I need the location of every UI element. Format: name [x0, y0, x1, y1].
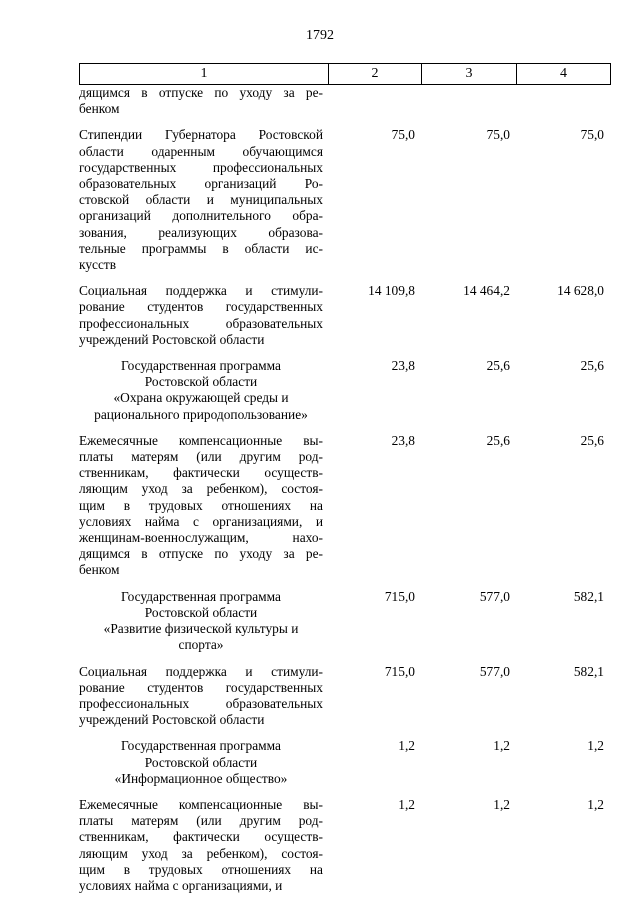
description-line: учреждений Ростовской области [79, 712, 265, 728]
table-row [79, 127, 611, 273]
header-col-3: 3 [422, 64, 517, 84]
description-line: тельные программы в области ис- [79, 240, 323, 256]
description-line: государственных профессиональных [79, 159, 323, 175]
value-col-4: 75,0 [580, 127, 604, 143]
value-col-4: 1,2 [587, 796, 604, 812]
value-col-3: 1,2 [493, 796, 510, 812]
value-col-2: 23,8 [391, 432, 415, 448]
description-line: стовской области и муниципальных [79, 192, 323, 208]
table-row [79, 283, 611, 348]
description-line: «Охрана окружающей среды и [113, 390, 289, 406]
value-col-2: 715,0 [384, 663, 415, 679]
table-row [79, 85, 611, 117]
value-col-2: 1,2 [398, 796, 415, 812]
description-line: Ростовской области [144, 754, 258, 770]
description-line: платы матерям (или другим род- [79, 449, 323, 465]
header-col-4: 4 [560, 66, 567, 81]
description-line: ляющим уход за ребенком), состоя- [79, 481, 323, 497]
value-col-4: 14 628,0 [557, 283, 604, 299]
value-col-4: 25,6 [580, 358, 604, 374]
description-line: Государственная программа [121, 358, 281, 374]
table-row [79, 433, 611, 579]
description-line: рование студентов государственных [79, 299, 323, 315]
description-line: Социальная поддержка и стимули- [79, 663, 323, 679]
value-col-3: 25,6 [486, 432, 510, 448]
description-line: щим в трудовых отношениях на [79, 497, 323, 513]
row-description [79, 589, 323, 654]
description-line: Ежемесячные компенсационные вы- [79, 432, 323, 448]
description-line: Ростовской области [144, 374, 258, 390]
description-line: учреждений Ростовской области [79, 331, 265, 347]
description-line: образовательных организаций Ро- [79, 176, 323, 192]
page-number: 1792 [306, 28, 334, 43]
description-line: условиях найма с организациями, и [79, 513, 323, 529]
value-col-3: 75,0 [486, 127, 510, 143]
description-line: ляющим уход за ребенком), состоя- [79, 845, 323, 861]
description-line: Социальная поддержка и стимули- [79, 283, 323, 299]
value-col-4: 582,1 [573, 588, 604, 604]
description-line: Государственная программа [121, 738, 281, 754]
value-col-3: 577,0 [479, 663, 510, 679]
description-line: Ростовской области [144, 604, 258, 620]
value-col-4: 25,6 [580, 432, 604, 448]
description-line: платы матерям (или другим род- [79, 813, 323, 829]
description-line: кусств [79, 257, 117, 273]
description-line: организаций дополнительного обра- [79, 208, 323, 224]
row-description [79, 358, 323, 423]
table-row [79, 358, 611, 423]
description-line: бенком [79, 101, 120, 117]
description-line: ственникам, фактически осуществ- [79, 829, 323, 845]
description-line: ственникам, фактически осуществ- [79, 465, 323, 481]
description-line: женщинам-военнослужащим, нахо- [79, 530, 323, 546]
table-body [79, 85, 611, 904]
value-col-4: 582,1 [573, 663, 604, 679]
value-col-2: 23,8 [391, 358, 415, 374]
row-description [79, 127, 323, 273]
description-line: рование студентов государственных [79, 679, 323, 695]
row-description [79, 797, 323, 894]
description-line: спорта» [178, 637, 224, 653]
row-description [79, 283, 323, 348]
table-row [79, 664, 611, 729]
value-col-2: 14 109,8 [368, 283, 415, 299]
value-col-3: 577,0 [479, 588, 510, 604]
table-header [79, 63, 611, 85]
value-col-4: 1,2 [587, 738, 604, 754]
description-line: дящимся в отпуске по уходу за ре- [79, 85, 323, 100]
description-line: условиях найма с организациями, и [79, 877, 283, 893]
row-description [79, 664, 323, 729]
value-col-3 [418, 85, 513, 117]
description-line: щим в трудовых отношениях на [79, 861, 323, 877]
table-row [79, 797, 611, 894]
description-line: профессиональных образовательных [79, 695, 323, 711]
value-col-3: 14 464,2 [463, 283, 510, 299]
table-row [79, 589, 611, 654]
description-line: «Информационное общество» [114, 770, 288, 786]
value-col-2: 715,0 [384, 588, 415, 604]
description-line: профессиональных образовательных [79, 315, 323, 331]
description-line: дящимся в отпуске по уходу за ре- [79, 546, 323, 562]
value-col-2: 75,0 [391, 127, 415, 143]
description-line: области одаренным обучающимся [79, 143, 323, 159]
description-line: бенком [79, 562, 120, 578]
header-col-1: 1 [80, 64, 329, 84]
value-col-4 [513, 85, 609, 117]
row-description [79, 85, 323, 117]
value-col-3: 25,6 [486, 358, 510, 374]
row-description [79, 433, 323, 579]
value-col-3: 1,2 [493, 738, 510, 754]
description-line: Государственная программа [121, 588, 281, 604]
row-description [79, 738, 323, 787]
description-line: Ежемесячные компенсационные вы- [79, 796, 323, 812]
description-line: Стипендии Губернатора Ростовской [79, 127, 323, 143]
description-line: «Развитие физической культуры и [103, 621, 299, 637]
description-line: зования, реализующих образова- [79, 224, 323, 240]
header-col-2: 2 [329, 64, 422, 84]
value-col-2: 1,2 [398, 738, 415, 754]
description-line: рационального природопользование» [94, 406, 308, 422]
table-row [79, 738, 611, 787]
value-col-2 [323, 85, 418, 117]
